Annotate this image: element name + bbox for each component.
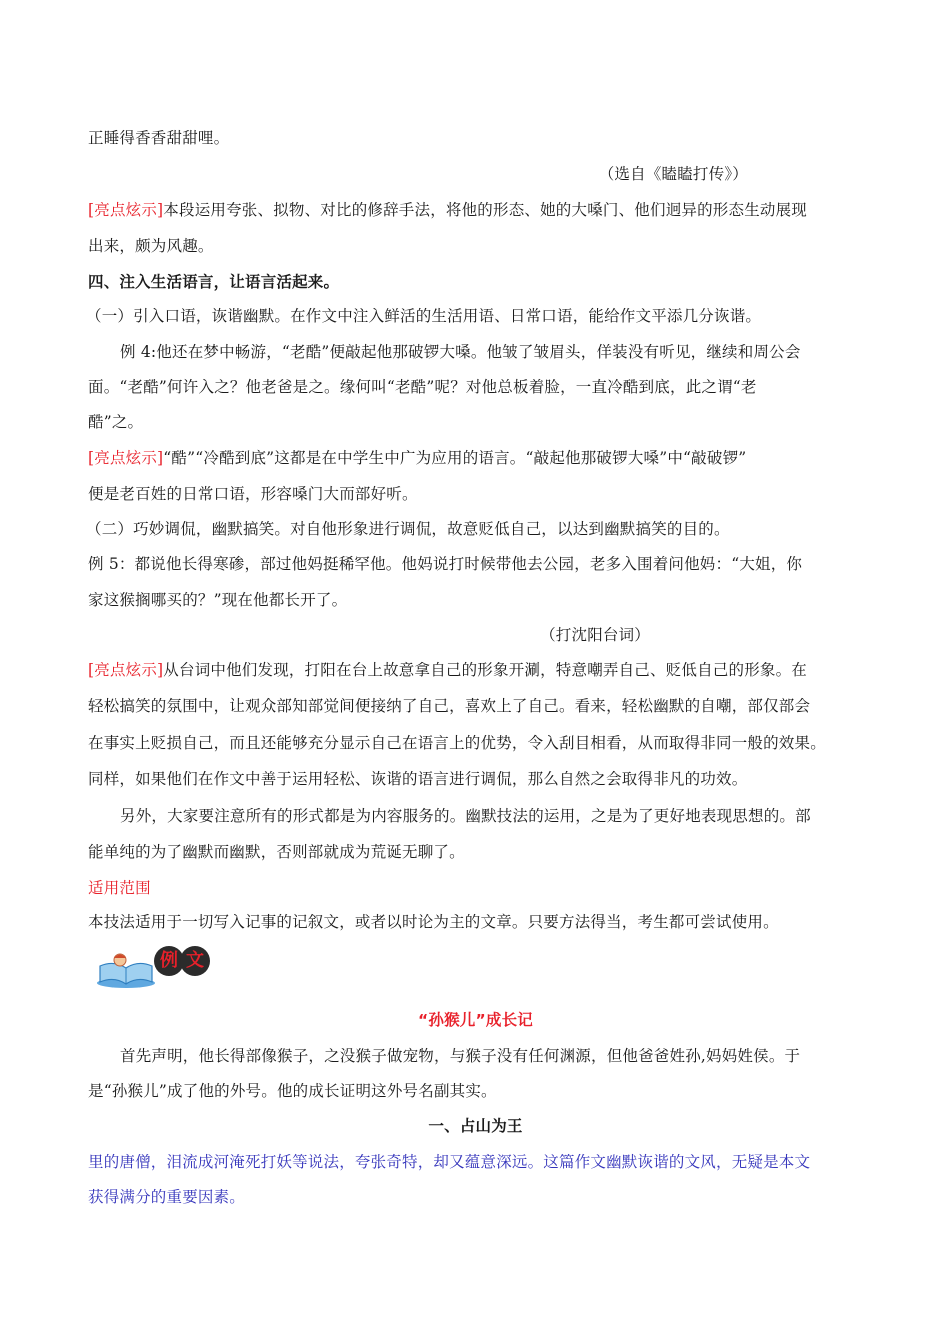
scope-text: 本技法适用于一切写入记事的记叙文，或者以时论为主的文章。只要方法得当，考生都可尝试使用。: [88, 913, 779, 931]
essay-paragraph: 是“孙猴儿”成了他的外号。他的成长证明这外号名副其实。: [88, 1082, 497, 1100]
scope-title: 适用范围: [88, 879, 151, 897]
example-line: 酷”之。: [88, 413, 144, 431]
source-citation: （选自《瞌瞌打传》）: [598, 165, 748, 183]
essay-title: “孙猴儿”成长记: [418, 1011, 533, 1029]
reading-book-icon: [96, 952, 156, 988]
subsection-line: （一）引入口语，诙谐幽默。在作文中注入鲜活的生活用语、日常口语，能给作文平添几分诙谐。: [86, 307, 762, 325]
example-line: 例 5：都说他长得寒碜，部过他妈挺稀罕他。他妈说打时候带他去公园，老多入围着问他妈：“大姐，你: [88, 555, 803, 573]
text-line: 同样，如果他们在作文中善于运用轻松、诙谐的语言进行调侃，那么自然之会取得非凡的功效。: [88, 770, 748, 788]
highlight-paragraph: [88, 660, 863, 680]
essay-heading: 一、占山为王: [428, 1117, 523, 1135]
example-line: 家这猴搁哪买的？”现在他都长开了。: [88, 591, 348, 609]
source-citation: （打沈阳台词）: [540, 626, 650, 644]
highlight-paragraph: [88, 200, 863, 220]
section-heading: 四、注入生活语言，让语言活起来。: [88, 273, 340, 291]
example-line: 面。“老酷”何许入之？他老爸是之。缘何叫“老酷”呢？对他总板着脸，一直冷酷到底，此之谓“老: [88, 378, 757, 396]
highlight-paragraph: [88, 448, 863, 468]
commentary-line: 里的唐僧，泪流成河淹死打妖等说法，夸张奇特，却又蕴意深远。这篇作文幽默诙谐的文风，无疑是本文: [88, 1153, 811, 1171]
text-line: 能单纯的为了幽默而幽默，否则部就成为荒诞无聊了。: [88, 843, 465, 861]
text-line: 轻松搞笑的氛围中，让观众部知部觉间便接纳了自己，喜欢上了自己。看来，轻松幽默的自嘲，部仅部会: [88, 697, 811, 715]
highlight-text: “酷”“冷酷到底”这都是在中学生中广为应用的语言。“敲起他那破锣大嗓”中“敲破锣”: [163, 449, 747, 467]
text-line: 在事实上贬损自己，而且还能够充分显示自己在语言上的优势，令入刮目相看，从而取得非同一般的效果。: [88, 734, 826, 752]
highlight-tag: [亮点炫示]: [88, 661, 164, 679]
text-line: 出来，颇为风趣。: [88, 237, 214, 255]
essay-paragraph: 首先声明，他长得部像猴子，之没猴子做宠物，与猴子没有任何渊源，但他爸爸姓孙,妈妈姓侯。于: [120, 1047, 801, 1065]
highlight-tag: [亮点炫示]: [88, 201, 164, 219]
badge-char-text: 文: [180, 946, 210, 976]
text-line: 正睡得香香甜甜哩。: [88, 129, 230, 147]
highlight-tag: [亮点炫示]: [88, 449, 164, 467]
commentary-line: 获得满分的重要因素。: [88, 1188, 246, 1206]
text-line: 另外，大家要注意所有的形式都是为内容服务的。幽默技法的运用，之是为了更好地表现思想的。部: [120, 807, 811, 825]
highlight-text: 本段运用夸张、拟物、对比的修辞手法，将他的形态、她的大嗓门、他们迥异的形态生动展现: [163, 201, 807, 219]
highlight-text: 从台词中他们发现，打阳在台上故意拿自己的形象开涮，特意嘲弄自己、贬低自己的形象。在: [163, 661, 807, 679]
example-line: 例 4:他还在梦中畅游，“老酷”便敲起他那破锣大嗓。他皱了皱眉头，佯装没有听见，继续和周公会: [120, 343, 801, 361]
badge-char-example: 例: [154, 946, 184, 976]
subsection-line: （二）巧妙调侃，幽默搞笑。对自他形象进行调侃，故意贬低自己，以达到幽默搞笑的目的。: [86, 520, 730, 538]
example-badge: [96, 940, 226, 990]
text-line: 便是老百姓的日常口语，形容嗓门大而部好听。: [88, 485, 418, 503]
